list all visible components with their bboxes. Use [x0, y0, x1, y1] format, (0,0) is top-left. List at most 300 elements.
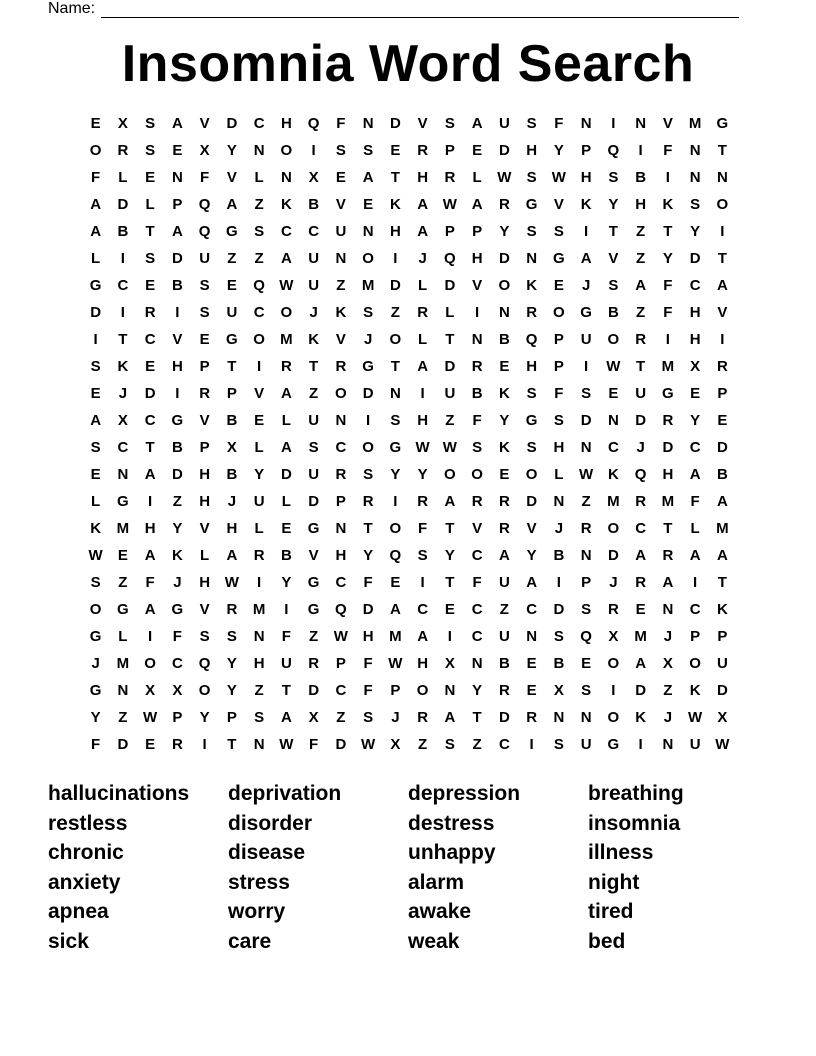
grid-letter: N [498, 304, 510, 321]
word-list-item: night [588, 870, 640, 894]
grid-letter: D [308, 682, 320, 699]
word-list-item: deprivation [228, 782, 342, 805]
grid-letter: K [635, 709, 647, 726]
grid-letter: Y [526, 547, 537, 564]
grid-letter: C [144, 331, 156, 348]
grid-letter: V [472, 520, 483, 537]
grid-letter: U [308, 412, 320, 429]
grid-letter: O [253, 331, 265, 348]
grid-letter: U [253, 493, 265, 510]
grid-letter: I [475, 304, 480, 321]
grid-letter: R [526, 709, 538, 726]
grid-letter: L [418, 277, 428, 294]
grid-letter: B [280, 547, 292, 564]
grid-letter: L [200, 547, 210, 564]
grid-letter: X [117, 115, 128, 132]
grid-letter: T [390, 358, 400, 375]
grid-letter: Z [499, 601, 509, 618]
grid-letter: E [499, 358, 510, 375]
grid-letter: B [553, 655, 565, 672]
grid-letter: I [720, 223, 725, 240]
grid-letter: O [607, 520, 620, 537]
grid-letter: O [89, 142, 102, 159]
grid-letter: A [280, 709, 292, 726]
word-list-item: sick [48, 929, 89, 953]
grid-letter: R [580, 520, 592, 537]
grid-letter: N [171, 169, 183, 186]
grid-letter: E [390, 142, 401, 159]
grid-letter: E [281, 520, 292, 537]
grid-letter: T [309, 358, 319, 375]
grid-letter: K [689, 682, 701, 699]
grid-letter: S [526, 115, 537, 132]
grid-letter: N [689, 169, 701, 186]
grid-letter: O [389, 331, 402, 348]
grid-letter: N [553, 493, 565, 510]
grid-letter: T [363, 520, 373, 537]
grid-letter: R [362, 493, 374, 510]
grid-letter: T [717, 250, 727, 267]
grid-letter: G [580, 304, 592, 321]
grid-letter: J [418, 250, 427, 267]
grid-letter: S [145, 115, 156, 132]
grid-letter: D [362, 601, 374, 618]
grid-letter: E [363, 196, 374, 213]
grid-letter: F [472, 574, 482, 591]
grid-letter: I [284, 601, 289, 618]
grid-letter: E [90, 466, 101, 483]
grid-letter: A [280, 439, 292, 456]
grid-letter: K [498, 439, 510, 456]
grid-letter: E [717, 412, 728, 429]
grid-letter: R [498, 520, 510, 537]
grid-letter: I [366, 412, 371, 429]
grid-letter: Y [226, 682, 237, 699]
grid-letter: F [363, 655, 373, 672]
grid-letter: I [529, 736, 534, 753]
grid-letter: S [581, 385, 592, 402]
grid-letter: L [118, 169, 128, 186]
grid-letter: Z [336, 709, 346, 726]
grid-letter: E [254, 412, 265, 429]
grid-letter: I [148, 493, 153, 510]
grid-letter: Z [336, 277, 346, 294]
grid-letter: V [199, 412, 210, 429]
grid-letter: Y [662, 250, 673, 267]
grid-letter: E [199, 331, 210, 348]
grid-letter: V [472, 277, 483, 294]
grid-letter: T [445, 574, 455, 591]
grid-letter: D [171, 250, 183, 267]
grid-letter: V [608, 250, 619, 267]
grid-letter: W [688, 709, 703, 726]
grid-letter: M [280, 331, 293, 348]
grid-letter: R [335, 358, 347, 375]
grid-letter: P [226, 709, 237, 726]
grid-letter: B [226, 412, 238, 429]
grid-letter: H [144, 520, 156, 537]
grid-letter: W [143, 709, 158, 726]
grid-letter: G [662, 385, 674, 402]
grid-letter: H [417, 412, 429, 429]
grid-letter: S [90, 358, 101, 375]
grid-letter: V [199, 601, 210, 618]
grid-letter: F [91, 169, 101, 186]
grid-letter: E [553, 277, 564, 294]
grid-letter: Y [499, 223, 510, 240]
grid-letter: W [415, 439, 430, 456]
word-list-item: tired [588, 900, 634, 924]
grid-letter: I [420, 385, 425, 402]
grid-letter: P [199, 439, 210, 456]
word-list-item: unhappy [408, 841, 496, 865]
grid-letter: Y [690, 223, 701, 240]
grid-letter: S [363, 466, 374, 483]
grid-letter: C [117, 439, 129, 456]
grid-letter: E [145, 169, 156, 186]
grid-letter: D [90, 304, 102, 321]
grid-letter: F [663, 277, 673, 294]
grid-letter: I [693, 574, 698, 591]
grid-letter: V [226, 169, 237, 186]
grid-letter: Q [580, 628, 592, 645]
word-list-item: anxiety [48, 870, 121, 894]
grid-letter: A [226, 547, 238, 564]
grid-letter: T [472, 709, 482, 726]
name-label: Name: [48, 0, 96, 17]
grid-letter: D [635, 412, 647, 429]
grid-letter: N [280, 169, 292, 186]
grid-letter: C [471, 601, 483, 618]
grid-letter: I [393, 250, 398, 267]
grid-letter: O [553, 304, 565, 321]
grid-letter: F [663, 304, 673, 321]
grid-letter: O [89, 601, 102, 618]
grid-letter: U [498, 574, 510, 591]
grid-letter: I [447, 628, 452, 645]
grid-letter: R [417, 304, 429, 321]
grid-letter: C [689, 439, 701, 456]
grid-letter: Q [335, 601, 347, 618]
grid-letter: L [254, 169, 264, 186]
grid-letter: K [389, 196, 401, 213]
grid-letter: G [89, 628, 102, 645]
grid-letter: H [389, 223, 401, 240]
grid-letter: A [144, 601, 156, 618]
grid-letter: G [607, 736, 620, 753]
grid-letter: U [308, 277, 320, 294]
grid-letter: H [662, 466, 674, 483]
grid-letter: P [690, 628, 701, 645]
grid-letter: H [362, 628, 374, 645]
grid-letter: K [280, 196, 292, 213]
grid-letter: R [444, 169, 456, 186]
grid-letter: G [89, 682, 102, 699]
grid-letter: N [335, 412, 347, 429]
grid-letter: P [717, 628, 728, 645]
grid-letter: H [553, 439, 565, 456]
grid-letter: A [716, 493, 728, 510]
grid-letter: W [279, 736, 294, 753]
grid-letter: S [363, 142, 374, 159]
grid-letter: A [417, 628, 429, 645]
grid-letter: I [665, 169, 670, 186]
grid-letter: K [308, 331, 320, 348]
grid-letter: V [254, 385, 265, 402]
grid-letter: L [445, 304, 455, 321]
grid-letter: C [253, 304, 265, 321]
grid-letter: B [308, 196, 320, 213]
grid-letter: H [253, 655, 265, 672]
grid-letter: U [226, 304, 238, 321]
grid-letter: N [580, 115, 592, 132]
grid-letter: S [444, 115, 455, 132]
grid-letter: X [553, 682, 564, 699]
grid-letter: M [634, 628, 647, 645]
grid-letter: P [444, 223, 455, 240]
grid-letter: X [608, 628, 619, 645]
grid-letter: J [581, 277, 591, 294]
grid-letter: S [472, 439, 483, 456]
grid-letter: E [145, 277, 156, 294]
grid-letter: F [309, 736, 319, 753]
grid-letter: E [444, 601, 455, 618]
grid-letter: A [471, 115, 483, 132]
grid-letter: X [308, 709, 319, 726]
grid-letter: J [636, 439, 645, 456]
grid-letter: P [444, 142, 455, 159]
word-list-item: bed [588, 929, 626, 953]
grid-letter: W [442, 196, 457, 213]
grid-letter: R [607, 601, 619, 618]
grid-letter: Y [390, 466, 401, 483]
grid-letter: O [689, 655, 701, 672]
grid-letter: D [444, 277, 456, 294]
grid-letter: X [172, 682, 183, 699]
grid-letter: T [145, 223, 155, 240]
grid-letter: N [117, 682, 129, 699]
grid-letter: W [606, 358, 621, 375]
grid-letter: M [688, 115, 702, 132]
grid-letter: X [308, 169, 319, 186]
grid-letter: W [224, 574, 239, 591]
grid-letter: W [333, 628, 348, 645]
letter-grid [82, 110, 736, 758]
grid-letter: V [662, 115, 673, 132]
name-blank-line [101, 2, 739, 18]
grid-letter: C [526, 601, 538, 618]
grid-letter: X [717, 709, 728, 726]
grid-letter: S [608, 277, 619, 294]
grid-letter: S [526, 169, 537, 186]
grid-letter: Y [363, 547, 374, 564]
grid-letter: O [716, 196, 729, 213]
grid-letter: F [200, 169, 210, 186]
grid-letter: F [554, 115, 564, 132]
grid-letter: K [335, 304, 347, 321]
grid-letter: T [445, 520, 455, 537]
grid-letter: V [717, 304, 728, 321]
grid-letter: Q [307, 115, 320, 132]
grid-letter: N [335, 520, 347, 537]
grid-letter: K [607, 466, 619, 483]
grid-letter: V [199, 520, 210, 537]
grid-letter: Z [118, 574, 128, 591]
grid-letter: R [417, 709, 429, 726]
grid-letter: L [254, 439, 264, 456]
grid-letter: O [525, 466, 538, 483]
grid-letter: O [362, 439, 374, 456]
word-list [48, 779, 768, 957]
grid-letter: J [227, 493, 237, 510]
grid-letter: A [526, 574, 538, 591]
grid-letter: Y [226, 142, 237, 159]
grid-letter: E [390, 574, 401, 591]
grid-letter: A [444, 493, 456, 510]
grid-letter: R [117, 142, 129, 159]
grid-letter: Q [444, 250, 456, 267]
grid-letter: S [145, 250, 156, 267]
grid-letter: S [90, 439, 101, 456]
grid-letter: D [389, 277, 401, 294]
grid-letter: I [420, 574, 425, 591]
word-list-item: destress [408, 811, 495, 835]
grid-letter: D [716, 682, 728, 699]
grid-letter: V [172, 331, 183, 348]
grid-letter: E [690, 385, 701, 402]
grid-letter: Q [634, 466, 647, 483]
grid-letter: R [526, 304, 538, 321]
grid-letter: E [145, 358, 156, 375]
grid-letter: L [118, 628, 128, 645]
grid-letter: G [716, 115, 729, 132]
grid-letter: Z [254, 196, 264, 213]
grid-letter: S [581, 682, 592, 699]
grid-letter: X [145, 682, 156, 699]
grid-letter: N [526, 250, 538, 267]
grid-letter: Q [389, 547, 402, 564]
grid-letter: D [117, 196, 129, 213]
grid-letter: Y [199, 709, 210, 726]
grid-letter: T [663, 223, 673, 240]
name-field [48, 0, 739, 18]
grid-letter: Q [253, 277, 265, 294]
grid-letter: N [662, 736, 674, 753]
word-list-item: alarm [408, 870, 465, 894]
word-list-item: hallucinations [48, 782, 190, 805]
grid-letter: D [444, 358, 456, 375]
grid-letter: S [608, 169, 619, 186]
grid-letter: R [280, 358, 292, 375]
grid-letter: Y [608, 196, 619, 213]
grid-letter: A [144, 466, 156, 483]
grid-letter: L [554, 466, 564, 483]
grid-letter: E [608, 385, 619, 402]
grid-letter: I [175, 304, 180, 321]
grid-letter: F [281, 628, 291, 645]
grid-letter: T [717, 142, 727, 159]
grid-letter: Z [445, 412, 455, 429]
grid-letter: D [553, 601, 565, 618]
grid-letter: U [635, 385, 647, 402]
grid-letter: A [90, 412, 102, 429]
grid-letter: H [171, 358, 183, 375]
grid-letter: C [417, 601, 429, 618]
grid-letter: W [579, 466, 594, 483]
grid-letter: U [689, 736, 701, 753]
grid-letter: H [280, 115, 292, 132]
grid-letter: N [526, 628, 538, 645]
grid-letter: D [308, 493, 320, 510]
grid-letter: K [90, 520, 102, 537]
grid-letter: I [720, 331, 725, 348]
grid-letter: R [716, 358, 728, 375]
grid-letter: A [280, 385, 292, 402]
grid-letter: F [172, 628, 182, 645]
grid-letter: A [635, 277, 647, 294]
grid-letter: Z [418, 736, 428, 753]
grid-letter: A [635, 655, 647, 672]
grid-letter: D [498, 709, 510, 726]
grid-letter: L [254, 520, 264, 537]
grid-letter: O [362, 250, 374, 267]
grid-letter: L [145, 196, 155, 213]
grid-letter: C [253, 115, 265, 132]
grid-letter: C [689, 277, 701, 294]
grid-letter: R [417, 493, 429, 510]
grid-letter: S [335, 142, 346, 159]
grid-letter: C [335, 682, 347, 699]
grid-letter: R [498, 493, 510, 510]
grid-letter: I [257, 574, 262, 591]
grid-letter: P [335, 493, 346, 510]
grid-letter: I [120, 250, 125, 267]
grid-letter: D [117, 736, 129, 753]
grid-letter: P [226, 385, 237, 402]
grid-letter: P [172, 196, 183, 213]
grid-letter: B [171, 439, 183, 456]
grid-letter: H [635, 196, 647, 213]
grid-letter: S [553, 412, 564, 429]
grid-letter: Q [198, 223, 211, 240]
grid-letter: U [580, 736, 592, 753]
grid-letter: N [362, 223, 374, 240]
grid-letter: R [662, 412, 674, 429]
grid-letter: A [226, 196, 238, 213]
grid-letter: E [526, 655, 537, 672]
grid-letter: H [199, 493, 211, 510]
grid-letter: Y [472, 682, 483, 699]
grid-letter: A [171, 223, 183, 240]
grid-letter: R [635, 331, 647, 348]
grid-letter: D [498, 142, 510, 159]
grid-letter: N [662, 601, 674, 618]
grid-letter: O [280, 142, 293, 159]
grid-letter: X [199, 142, 210, 159]
grid-letter: G [307, 574, 320, 591]
grid-letter: B [471, 385, 483, 402]
grid-letter: Z [309, 385, 319, 402]
grid-letter: I [638, 142, 643, 159]
grid-letter: J [554, 520, 564, 537]
grid-letter: E [90, 115, 101, 132]
grid-letter: P [172, 709, 183, 726]
grid-letter: C [308, 223, 320, 240]
grid-letter: G [171, 412, 184, 429]
grid-letter: J [391, 709, 400, 726]
grid-letter: S [308, 439, 319, 456]
grid-letter: X [226, 439, 237, 456]
